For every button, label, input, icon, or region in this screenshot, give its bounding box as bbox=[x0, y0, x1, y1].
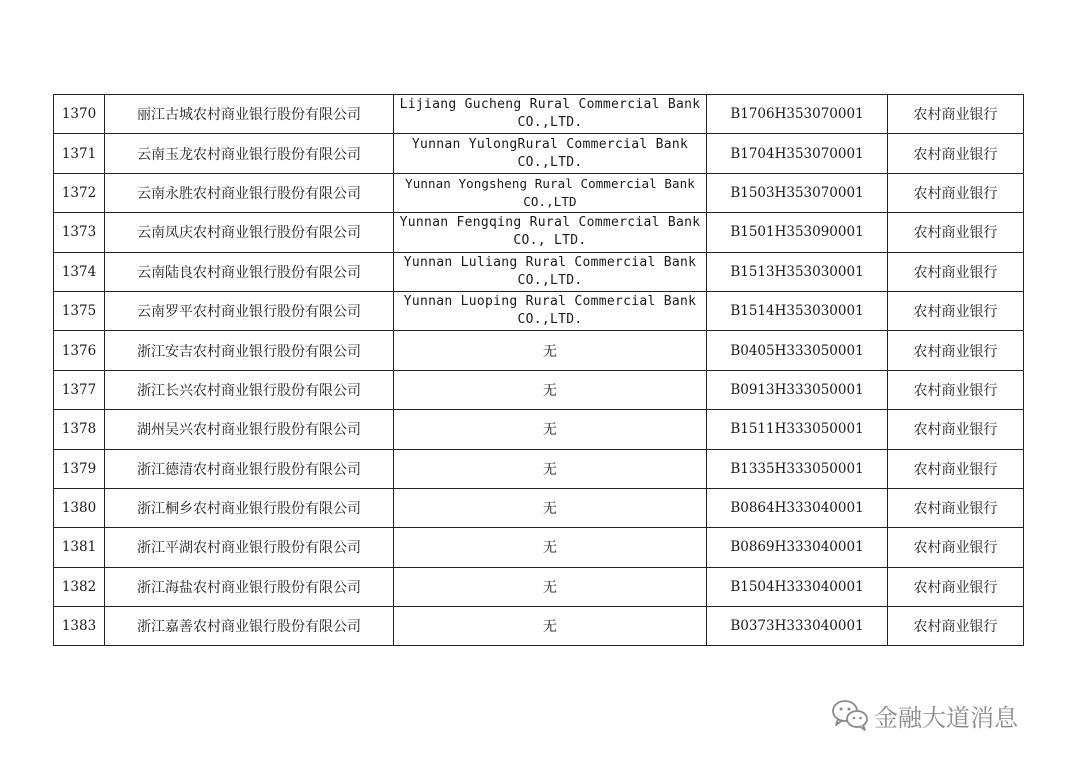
institution-code: B0913H333050001 bbox=[707, 370, 888, 409]
table-row bbox=[54, 331, 1024, 370]
row-number: 1377 bbox=[54, 370, 105, 409]
english-name-line2: CO.,LTD. bbox=[517, 154, 583, 170]
english-bank-name: 无 bbox=[394, 331, 707, 370]
chinese-bank-name: 浙江海盐农村商业银行股份有限公司 bbox=[105, 567, 394, 606]
institution-code: B1513H353030001 bbox=[707, 252, 888, 291]
table-row bbox=[54, 410, 1024, 449]
row-number: 1370 bbox=[54, 95, 105, 134]
institution-code: B0869H333040001 bbox=[707, 528, 888, 567]
table-row bbox=[54, 488, 1024, 527]
english-bank-name bbox=[394, 173, 707, 212]
english-bank-name: 无 bbox=[394, 488, 707, 527]
english-bank-name: 无 bbox=[394, 607, 707, 646]
chinese-bank-name: 云南永胜农村商业银行股份有限公司 bbox=[105, 173, 394, 212]
english-bank-name bbox=[394, 95, 707, 134]
english-name-line1: Yunnan Luoping Rural Commercial Bank bbox=[403, 294, 697, 310]
chinese-bank-name: 云南罗平农村商业银行股份有限公司 bbox=[105, 291, 394, 330]
institution-code: B1706H353070001 bbox=[707, 95, 888, 134]
row-number: 1372 bbox=[54, 173, 105, 212]
english-name-line1: Yunnan YulongRural Commercial Bank bbox=[411, 136, 689, 152]
row-number: 1371 bbox=[54, 134, 105, 173]
row-number: 1373 bbox=[54, 213, 105, 252]
institution-type: 农村商业银行 bbox=[888, 528, 1024, 567]
chinese-bank-name: 丽江古城农村商业银行股份有限公司 bbox=[105, 95, 394, 134]
row-number: 1382 bbox=[54, 567, 105, 606]
chinese-bank-name: 云南玉龙农村商业银行股份有限公司 bbox=[105, 134, 394, 173]
watermark-text: 金融大道消息 bbox=[874, 703, 1018, 732]
institution-code: B1704H353070001 bbox=[707, 134, 888, 173]
institution-type: 农村商业银行 bbox=[888, 370, 1024, 409]
chinese-bank-name: 浙江长兴农村商业银行股份有限公司 bbox=[105, 370, 394, 409]
institution-type: 农村商业银行 bbox=[888, 331, 1024, 370]
watermark bbox=[830, 695, 1018, 735]
institution-code: B1511H333050001 bbox=[707, 410, 888, 449]
table-row bbox=[54, 607, 1024, 646]
english-bank-name: 无 bbox=[394, 410, 707, 449]
english-name-line2: CO., LTD. bbox=[513, 233, 587, 249]
institution-type: 农村商业银行 bbox=[888, 567, 1024, 606]
institution-type: 农村商业银行 bbox=[888, 213, 1024, 252]
english-name-line2: CO.,LTD. bbox=[517, 115, 583, 131]
table-row bbox=[54, 134, 1024, 173]
english-bank-name bbox=[394, 134, 707, 173]
institution-type: 农村商业银行 bbox=[888, 252, 1024, 291]
row-number: 1374 bbox=[54, 252, 105, 291]
table-row bbox=[54, 95, 1024, 134]
institution-type: 农村商业银行 bbox=[888, 607, 1024, 646]
english-bank-name bbox=[394, 252, 707, 291]
english-name-line2: CO.,LTD. bbox=[517, 312, 583, 328]
english-name-line2: CO.,LTD. bbox=[517, 272, 583, 288]
chinese-bank-name: 云南陆良农村商业银行股份有限公司 bbox=[105, 252, 394, 291]
table-row bbox=[54, 291, 1024, 330]
table-row bbox=[54, 173, 1024, 212]
institution-type: 农村商业银行 bbox=[888, 95, 1024, 134]
chinese-bank-name: 浙江安吉农村商业银行股份有限公司 bbox=[105, 331, 394, 370]
table-row bbox=[54, 449, 1024, 488]
institution-type: 农村商业银行 bbox=[888, 449, 1024, 488]
row-number: 1378 bbox=[54, 410, 105, 449]
table-row bbox=[54, 567, 1024, 606]
table-row bbox=[54, 252, 1024, 291]
row-number: 1375 bbox=[54, 291, 105, 330]
english-name-line2: CO.,LTD bbox=[523, 193, 577, 209]
institution-code: B0864H333040001 bbox=[707, 488, 888, 527]
institution-type: 农村商业银行 bbox=[888, 291, 1024, 330]
english-name-line1: Yunnan Yongsheng Rural Commercial Bank bbox=[405, 175, 695, 191]
bank-registry-table bbox=[53, 94, 1024, 646]
english-name-line1: Yunnan Fengqing Rural Commercial Bank bbox=[399, 215, 701, 231]
institution-type: 农村商业银行 bbox=[888, 134, 1024, 173]
chinese-bank-name: 湖州吴兴农村商业银行股份有限公司 bbox=[105, 410, 394, 449]
institution-type: 农村商业银行 bbox=[888, 410, 1024, 449]
row-number: 1379 bbox=[54, 449, 105, 488]
institution-code: B1501H353090001 bbox=[707, 213, 888, 252]
english-bank-name: 无 bbox=[394, 449, 707, 488]
chinese-bank-name: 浙江桐乡农村商业银行股份有限公司 bbox=[105, 488, 394, 527]
institution-type: 农村商业银行 bbox=[888, 488, 1024, 527]
wechat-icon bbox=[830, 698, 870, 732]
table-row bbox=[54, 213, 1024, 252]
chinese-bank-name: 浙江嘉善农村商业银行股份有限公司 bbox=[105, 607, 394, 646]
english-bank-name: 无 bbox=[394, 370, 707, 409]
institution-code: B1514H353030001 bbox=[707, 291, 888, 330]
institution-code: B1335H333050001 bbox=[707, 449, 888, 488]
institution-type: 农村商业银行 bbox=[888, 173, 1024, 212]
chinese-bank-name: 云南凤庆农村商业银行股份有限公司 bbox=[105, 213, 394, 252]
english-bank-name: 无 bbox=[394, 567, 707, 606]
row-number: 1380 bbox=[54, 488, 105, 527]
row-number: 1381 bbox=[54, 528, 105, 567]
institution-code: B0373H333040001 bbox=[707, 607, 888, 646]
table-row bbox=[54, 370, 1024, 409]
row-number: 1376 bbox=[54, 331, 105, 370]
english-name-line1: Lijiang Gucheng Rural Commercial Bank bbox=[399, 97, 701, 113]
english-bank-name bbox=[394, 213, 707, 252]
institution-code: B0405H333050001 bbox=[707, 331, 888, 370]
chinese-bank-name: 浙江平湖农村商业银行股份有限公司 bbox=[105, 528, 394, 567]
institution-code: B1504H333040001 bbox=[707, 567, 888, 606]
english-bank-name: 无 bbox=[394, 528, 707, 567]
row-number: 1383 bbox=[54, 607, 105, 646]
institution-code: B1503H353070001 bbox=[707, 173, 888, 212]
chinese-bank-name: 浙江德清农村商业银行股份有限公司 bbox=[105, 449, 394, 488]
english-bank-name bbox=[394, 291, 707, 330]
english-name-line1: Yunnan Luliang Rural Commercial Bank bbox=[403, 254, 697, 270]
table-row bbox=[54, 528, 1024, 567]
